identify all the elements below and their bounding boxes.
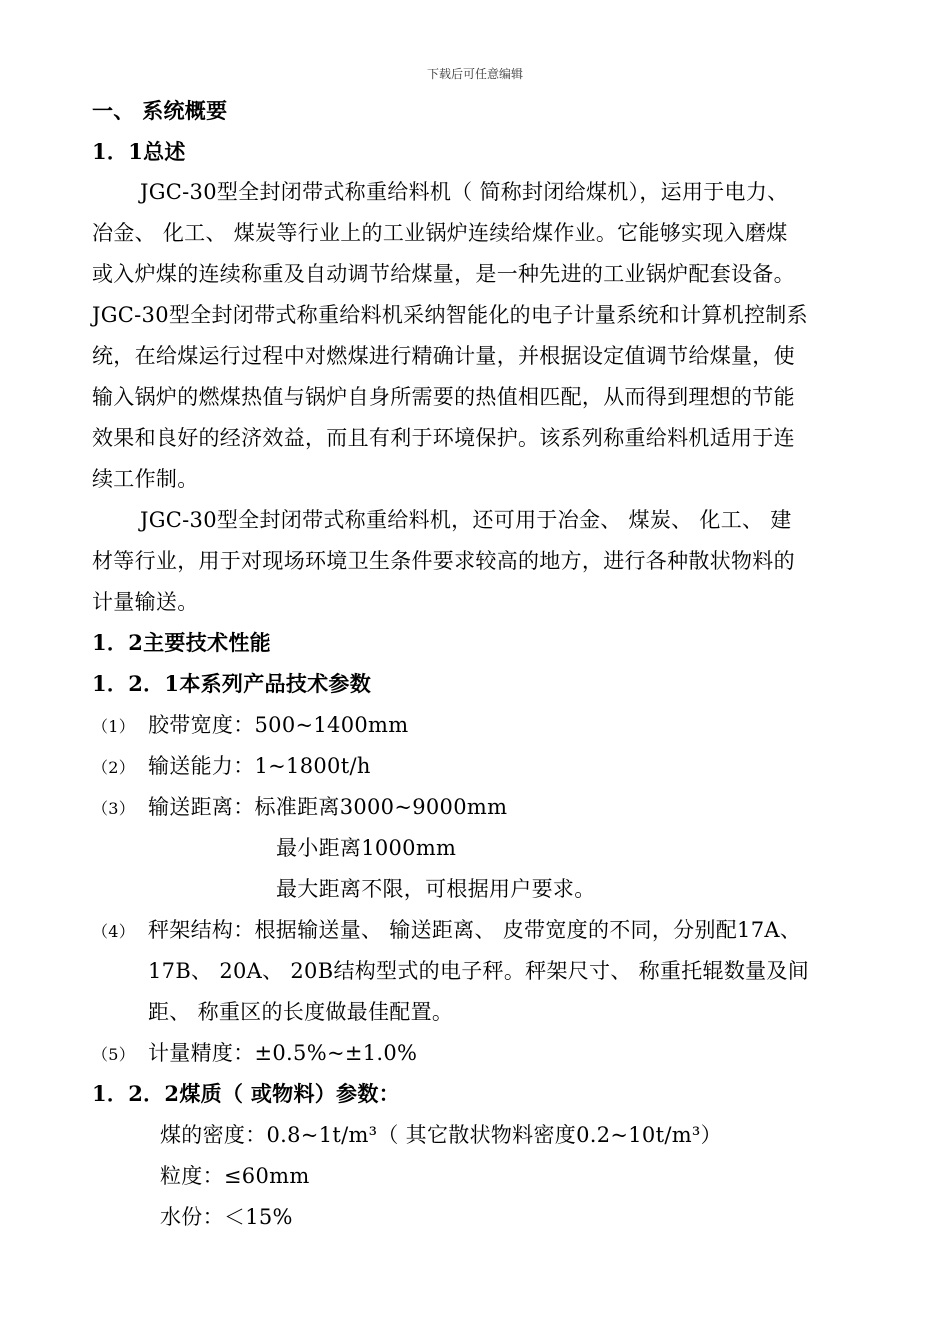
- paragraph-line: 输入锅炉的燃煤热值与锅炉自身所需要的热值相匹配，从而得到理想的节能: [92, 385, 795, 409]
- param-number: （3）: [92, 799, 136, 818]
- paragraph-line: JGC-30型全封闭带式称重给料机，还可用于冶金、 煤炭、 化工、 建: [140, 508, 792, 532]
- param-text: 输送距离：标准距离3000~9000mm: [148, 795, 508, 819]
- param-text: 计量精度：±0.5%~±1.0%: [148, 1041, 418, 1065]
- param-text: 秤架结构：根据输送量、 输送距离、 皮带宽度的不同，分别配17A、: [148, 918, 802, 942]
- param-item: [92, 710, 408, 742]
- paragraph-line: 计量输送。: [92, 590, 199, 614]
- param-continuation: 最小距离1000mm: [276, 836, 457, 860]
- coal-param: 煤的密度：0.8~1t/m³（ 其它散状物料密度0.2~10t/m³）: [160, 1123, 722, 1147]
- param-continuation: 最大距离不限，可根据用户要求。: [276, 877, 596, 901]
- paragraph-line: 效果和良好的经济效益，而且有利于环境保护。该系列称重给料机适用于连: [92, 426, 795, 450]
- param-number: （1）: [92, 717, 136, 736]
- page-header: 下载后可任意编辑: [426, 67, 523, 81]
- paragraph-line: 冶金、 化工、 煤炭等行业上的工业锅炉连续给煤作业。它能够实现入磨煤: [92, 221, 788, 245]
- coal-param: 粒度：≤60mm: [160, 1164, 310, 1188]
- param-item: [92, 915, 801, 947]
- param-text: 输送能力：1~1800t/h: [148, 754, 371, 778]
- param-text: 胶带宽度：500~1400mm: [148, 713, 409, 737]
- param-item: [92, 751, 371, 783]
- section-1-2-2-title: 1．2．2煤质（ 或物料）参数：: [92, 1081, 400, 1106]
- param-number: （5）: [92, 1045, 136, 1064]
- section-1-2-1-title: 1．2．1本系列产品技术参数: [92, 671, 372, 696]
- param-continuation: 17B、 20A、 20B结构型式的电子秤。秤架尺寸、 称重托辊数量及间: [148, 959, 810, 983]
- param-item: [92, 1038, 417, 1070]
- paragraph-line: 或入炉煤的连续称重及自动调节给煤量，是一种先进的工业锅炉配套设备。: [92, 262, 795, 286]
- param-number: （4）: [92, 922, 136, 941]
- section-1-2-title: 1．2主要技术性能: [92, 630, 271, 655]
- paragraph-line: 续工作制。: [92, 467, 199, 491]
- paragraph-line: JGC-30型全封闭带式称重给料机采纳智能化的电子计量系统和计算机控制系: [92, 303, 808, 327]
- section-1-title: 一、 系统概要: [92, 98, 228, 123]
- param-continuation: 距、 称重区的长度做最佳配置。: [148, 1000, 454, 1024]
- section-1-1-title: 1．1总述: [92, 139, 186, 164]
- param-number: （2）: [92, 758, 136, 777]
- param-item: [92, 792, 507, 824]
- paragraph-line: 统，在给煤运行过程中对燃煤进行精确计量，并根据设定值调节给煤量，使: [92, 344, 795, 368]
- paragraph-line: 材等行业，用于对现场环境卫生条件要求较高的地方，进行各种散状物料的: [92, 549, 795, 573]
- coal-param: 水份：＜15%: [160, 1205, 293, 1229]
- paragraph-line: JGC-30型全封闭带式称重给料机（ 简称封闭给煤机），运用于电力、: [140, 180, 789, 204]
